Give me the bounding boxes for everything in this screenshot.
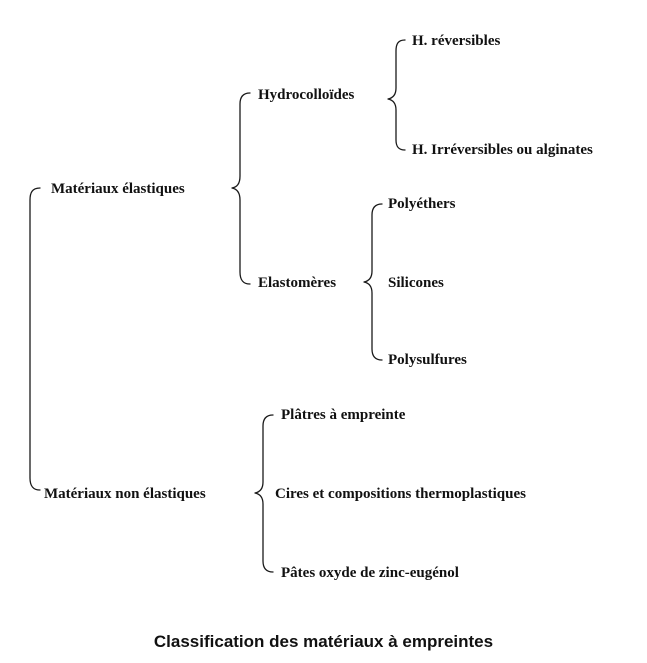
node-reversible-hydrocolloids: H. réversibles <box>412 33 501 49</box>
node-irreversible-hydrocolloids: H. Irréversibles ou alginates <box>412 142 593 158</box>
figure-caption: Classification des matériaux à empreintes <box>153 632 494 651</box>
non-elastic-bracket <box>255 415 273 572</box>
node-zinc-oxide-eugenol: Pâtes oxyde de zinc-eugénol <box>281 565 459 581</box>
root-bracket <box>30 188 40 490</box>
hydrocolloid-bracket <box>388 40 405 150</box>
node-elastomers: Elastomères <box>258 275 337 291</box>
node-non-elastic-materials: Matériaux non élastiques <box>44 486 206 502</box>
node-silicones: Silicones <box>388 275 444 291</box>
node-hydrocolloids: Hydrocolloïdes <box>258 87 355 103</box>
elastomer-bracket <box>364 204 382 360</box>
node-polysulfides: Polysulfures <box>388 352 467 368</box>
node-polyethers: Polyéthers <box>388 196 456 212</box>
node-impression-plasters: Plâtres à empreinte <box>281 407 406 423</box>
node-thermoplastic-waxes: Cires et compositions thermoplastiques <box>275 486 526 502</box>
node-elastic-materials: Matériaux élastiques <box>51 181 185 197</box>
elastic-bracket <box>232 93 250 284</box>
